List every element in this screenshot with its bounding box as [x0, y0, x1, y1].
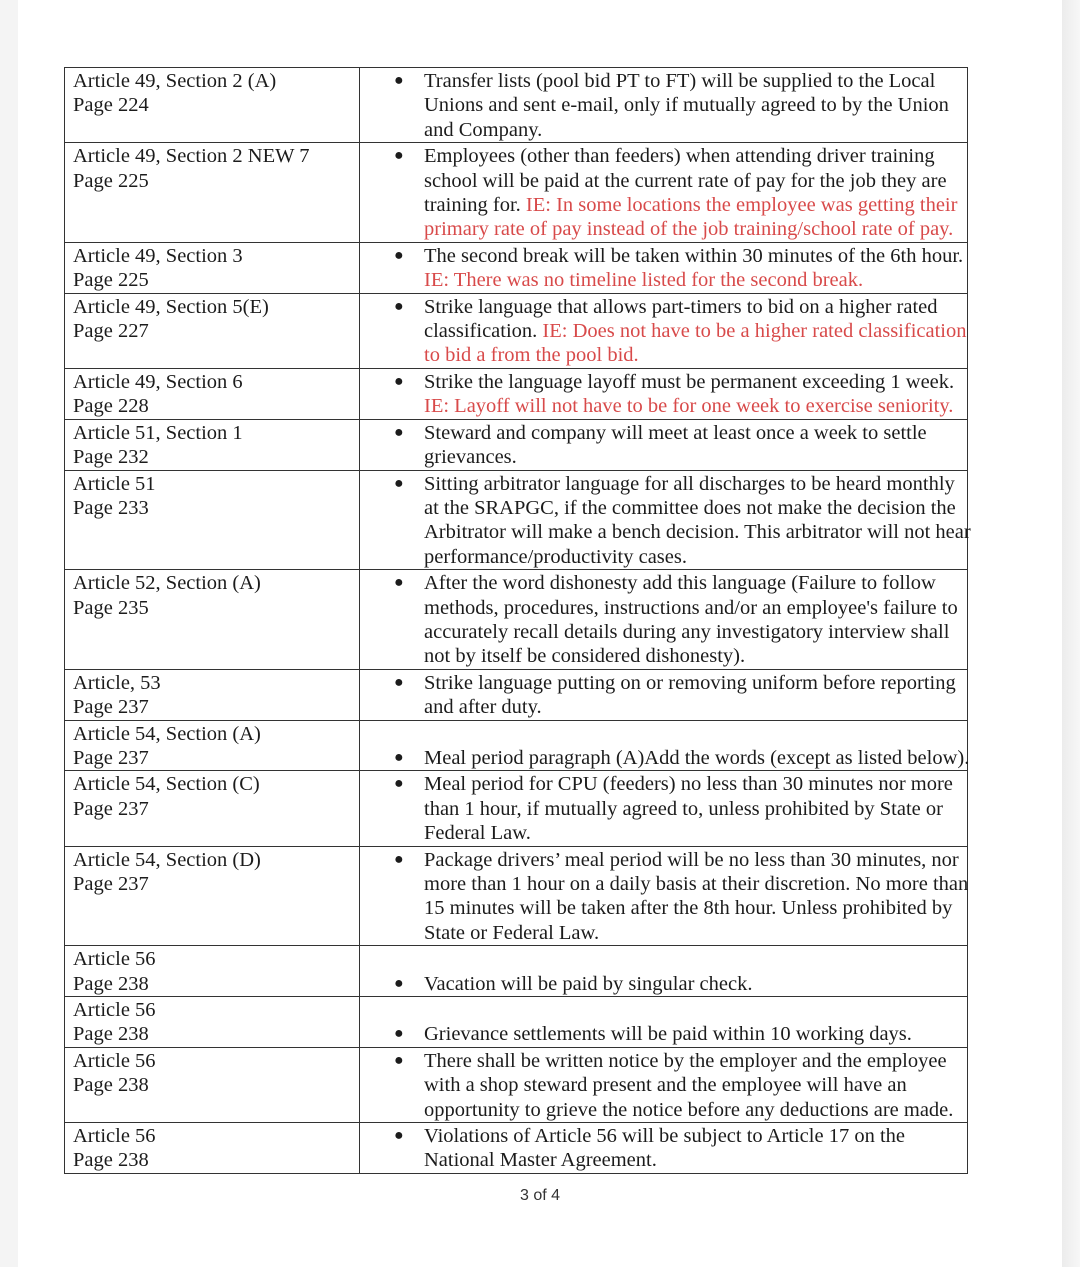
item-text-line: training for. [424, 194, 521, 217]
item-text-line: Federal Law. [424, 822, 531, 845]
change-description-cell [360, 293, 968, 368]
item-note-line: IE: There was no timeline listed for the second break. [424, 269, 864, 292]
article-reference-cell [65, 946, 360, 997]
bullet-icon: ● [394, 147, 404, 165]
document-page [18, 0, 1062, 1267]
item-text-line: After the word dishonesty add this language (Failure to follow [424, 572, 936, 595]
table-row [65, 470, 968, 570]
article-label: Article 49, Section 2 (A) [73, 70, 277, 92]
bullet-item [360, 671, 963, 720]
item-text-line: Arbitrator will make a bench decision. This arbitrator will not hear [424, 521, 971, 544]
article-label: Article 56 [73, 1125, 156, 1148]
change-description-cell [360, 470, 971, 570]
article-reference-cell [65, 1047, 360, 1122]
article-reference-cell [65, 419, 360, 470]
change-description-cell [360, 846, 968, 946]
table-row [65, 242, 968, 293]
item-text-line: accurately recall details during any investigatory interview shall [424, 620, 950, 643]
item-text-line: The second break will be taken within 30 minutes of the 6th hour. [424, 244, 964, 267]
article-label: Article 51 [73, 472, 156, 495]
bullet-item [360, 472, 971, 570]
contract-changes-table [64, 67, 971, 1174]
article-reference-cell [65, 293, 360, 368]
bullet-icon: ● [394, 72, 404, 89]
article-label: Article 54, Section (A) [73, 722, 261, 745]
item-note-line: primary rate of pay instead of the job training/school rate of pay. [424, 218, 954, 241]
article-reference-cell [65, 368, 360, 419]
article-label: Article 56 [73, 948, 156, 971]
item-text-line: Package drivers’ meal period will be no less than 30 minutes, nor [424, 848, 959, 871]
page-label: Page 238 [73, 972, 149, 995]
article-reference-cell [65, 669, 360, 720]
article-label: Article 49, Section 6 [73, 370, 243, 393]
item-text-line: Strike the language layoff must be permanent exceeding 1 week. [424, 370, 955, 393]
table-row [65, 293, 968, 368]
bullet-icon: ● [394, 1127, 404, 1145]
item-text-line: opportunity to grieve the notice before any deductions are made. [424, 1098, 954, 1121]
page-label: Page 237 [73, 746, 149, 769]
article-label: Article 54, Section (D) [73, 848, 261, 871]
article-reference-cell [65, 771, 360, 846]
item-text-line: performance/productivity cases. [424, 545, 687, 568]
item-note-line: IE: Does not have to be a higher rated classification [542, 320, 967, 343]
change-description-cell [360, 946, 968, 997]
item-text-line: Strike language that allows part-timers to bid on a higher rated [424, 295, 938, 318]
item-text-line: school will be paid at the current rate of pay for the job they are [424, 169, 947, 192]
table-row [65, 419, 968, 470]
change-description-cell [360, 771, 968, 846]
item-text-line: Meal period paragraph (A)Add the words (except as listed below). [424, 746, 970, 769]
bullet-item [360, 421, 963, 470]
bullet-item [360, 244, 963, 293]
table-row [65, 771, 968, 846]
change-description-cell [360, 1123, 968, 1174]
item-text-line: not by itself be considered dishonesty). [424, 645, 746, 668]
article-label: Article 49, Section 5(E) [73, 295, 269, 318]
item-note-line: IE: Layoff will not have to be for one week to exercise seniority. [424, 395, 954, 418]
bullet-icon: ● [394, 850, 404, 868]
bullet-item [360, 848, 969, 946]
article-reference-cell [65, 242, 360, 293]
bullet-icon: ● [394, 1051, 404, 1069]
article-reference-cell [65, 570, 360, 670]
bullet-item [360, 972, 963, 996]
page-number: 3 of 4 [519, 1187, 561, 1204]
table-row [65, 143, 968, 243]
page-label: Page 238 [73, 1074, 149, 1097]
item-text-line: Transfer lists (pool bid PT to FT) will be supplied to the Local [424, 70, 936, 92]
change-description-cell [360, 368, 968, 419]
article-label: Article 51, Section 1 [73, 421, 243, 444]
bullet-icon: ● [394, 748, 404, 766]
article-label: Article 56 [73, 1049, 156, 1072]
table-row [65, 669, 968, 720]
item-note-line: IE: In some locations the employee was getting their [525, 194, 958, 217]
page-label: Page 233 [73, 496, 149, 519]
bullet-icon: ● [394, 372, 404, 390]
article-reference-cell [65, 997, 360, 1048]
bullet-item [360, 144, 963, 242]
change-description-cell [360, 669, 968, 720]
bullet-item [360, 69, 963, 142]
table-row [65, 1123, 968, 1174]
item-text-line: Steward and company will meet at least once a week to settle [424, 421, 927, 444]
table-row [65, 368, 968, 419]
item-text-line: classification. [424, 320, 538, 343]
article-reference-cell [65, 1123, 360, 1174]
page-label: Page 227 [73, 320, 149, 343]
article-label: Article, 53 [73, 671, 161, 694]
page-label: Page 237 [73, 797, 149, 820]
article-label: Article 49, Section 3 [73, 244, 243, 267]
table-row [65, 570, 968, 670]
article-label: Article 49, Section 2 NEW 7 [73, 145, 310, 168]
bullet-item [360, 571, 963, 669]
bullet-icon: ● [394, 974, 404, 992]
page-label: Page 237 [73, 873, 149, 895]
item-text-line: and Company. [424, 118, 543, 141]
item-text-line: than 1 hour, if mutually agreed to, unless prohibited by State or [424, 797, 943, 820]
bullet-item [360, 772, 963, 845]
item-note-line: to bid a from the pool bid. [424, 344, 639, 367]
item-text-line: National Master Agreement. [424, 1149, 657, 1172]
page-label: Page 238 [73, 1149, 149, 1172]
bullet-icon: ● [394, 673, 404, 691]
item-text-line: Unions and sent e-mail, only if mutually agreed to by the Union [424, 94, 949, 117]
article-reference-cell [65, 720, 360, 771]
change-description-cell [360, 997, 968, 1048]
table-row [65, 946, 968, 997]
table-row [65, 68, 968, 143]
item-text-line: at the SRAPGC, if the committee does not make the decision the [424, 496, 956, 519]
item-text-line: Sitting arbitrator language for all discharges to be heard monthly [424, 472, 955, 495]
item-text-line: with a shop steward present and the employee will have an [424, 1074, 907, 1097]
table-row [65, 997, 968, 1048]
bullet-icon: ● [394, 1025, 404, 1043]
bullet-item [360, 1022, 963, 1046]
bullet-item [360, 295, 967, 368]
item-text-line: Strike language putting on or removing uniform before reporting [424, 671, 956, 694]
article-reference-cell [65, 470, 360, 570]
table-row [65, 720, 968, 771]
bullet-item [360, 370, 963, 419]
change-description-cell [360, 419, 968, 470]
bullet-icon: ● [394, 574, 404, 592]
item-text-line: Meal period for CPU (feeders) no less than 30 minutes nor more [424, 773, 953, 796]
change-description-cell [360, 720, 968, 771]
page-label: Page 232 [73, 446, 149, 469]
item-text-line: 15 minutes will be taken after the 8th hour. Unless prohibited by [424, 897, 953, 920]
item-text-line: and after duty. [424, 696, 542, 719]
article-reference-cell [65, 143, 360, 243]
bullet-icon: ● [394, 423, 404, 441]
bullet-icon: ● [394, 474, 404, 492]
article-label: Article 54, Section (C) [73, 773, 260, 796]
page-label: Page 225 [73, 169, 149, 192]
page-label: Page 225 [73, 269, 149, 292]
change-description-cell [360, 68, 968, 143]
item-text-line: Grievance settlements will be paid within 10 working days. [424, 1023, 912, 1046]
article-label: Article 52, Section (A) [73, 572, 261, 595]
item-text-line: grievances. [424, 446, 517, 469]
change-description-cell [360, 570, 968, 670]
page-label: Page 238 [73, 1023, 149, 1046]
item-text-line: more than 1 hour on a daily basis at their discretion. No more than [424, 873, 969, 895]
bullet-item [360, 1124, 963, 1173]
page-label: Page 235 [73, 596, 149, 619]
item-text-line: Vacation will be paid by singular check. [424, 972, 753, 995]
item-text-line: Violations of Article 56 will be subject to Article 17 on the [424, 1125, 905, 1148]
item-text-line: Employees (other than feeders) when attending driver training [424, 145, 935, 168]
table-row [65, 846, 968, 946]
bullet-icon: ● [394, 246, 404, 264]
bullet-icon: ● [394, 775, 404, 793]
page-edge [1062, 0, 1080, 1267]
article-reference-cell [65, 68, 360, 143]
page-label: Page 224 [73, 94, 149, 117]
item-text-line: State or Federal Law. [424, 921, 600, 944]
page-label: Page 237 [73, 696, 149, 719]
item-text-line: methods, procedures, instructions and/or an employee's failure to [424, 596, 958, 619]
bullet-icon: ● [394, 297, 404, 315]
bullet-item [360, 1049, 963, 1122]
page-label: Page 228 [73, 395, 149, 418]
article-label: Article 56 [73, 999, 156, 1022]
change-description-cell [360, 242, 968, 293]
item-text-line: There shall be written notice by the employer and the employee [424, 1049, 947, 1072]
table-row [65, 1047, 968, 1122]
bullet-item [360, 746, 970, 770]
change-description-cell [360, 1047, 968, 1122]
article-reference-cell [65, 846, 360, 946]
change-description-cell [360, 143, 968, 243]
